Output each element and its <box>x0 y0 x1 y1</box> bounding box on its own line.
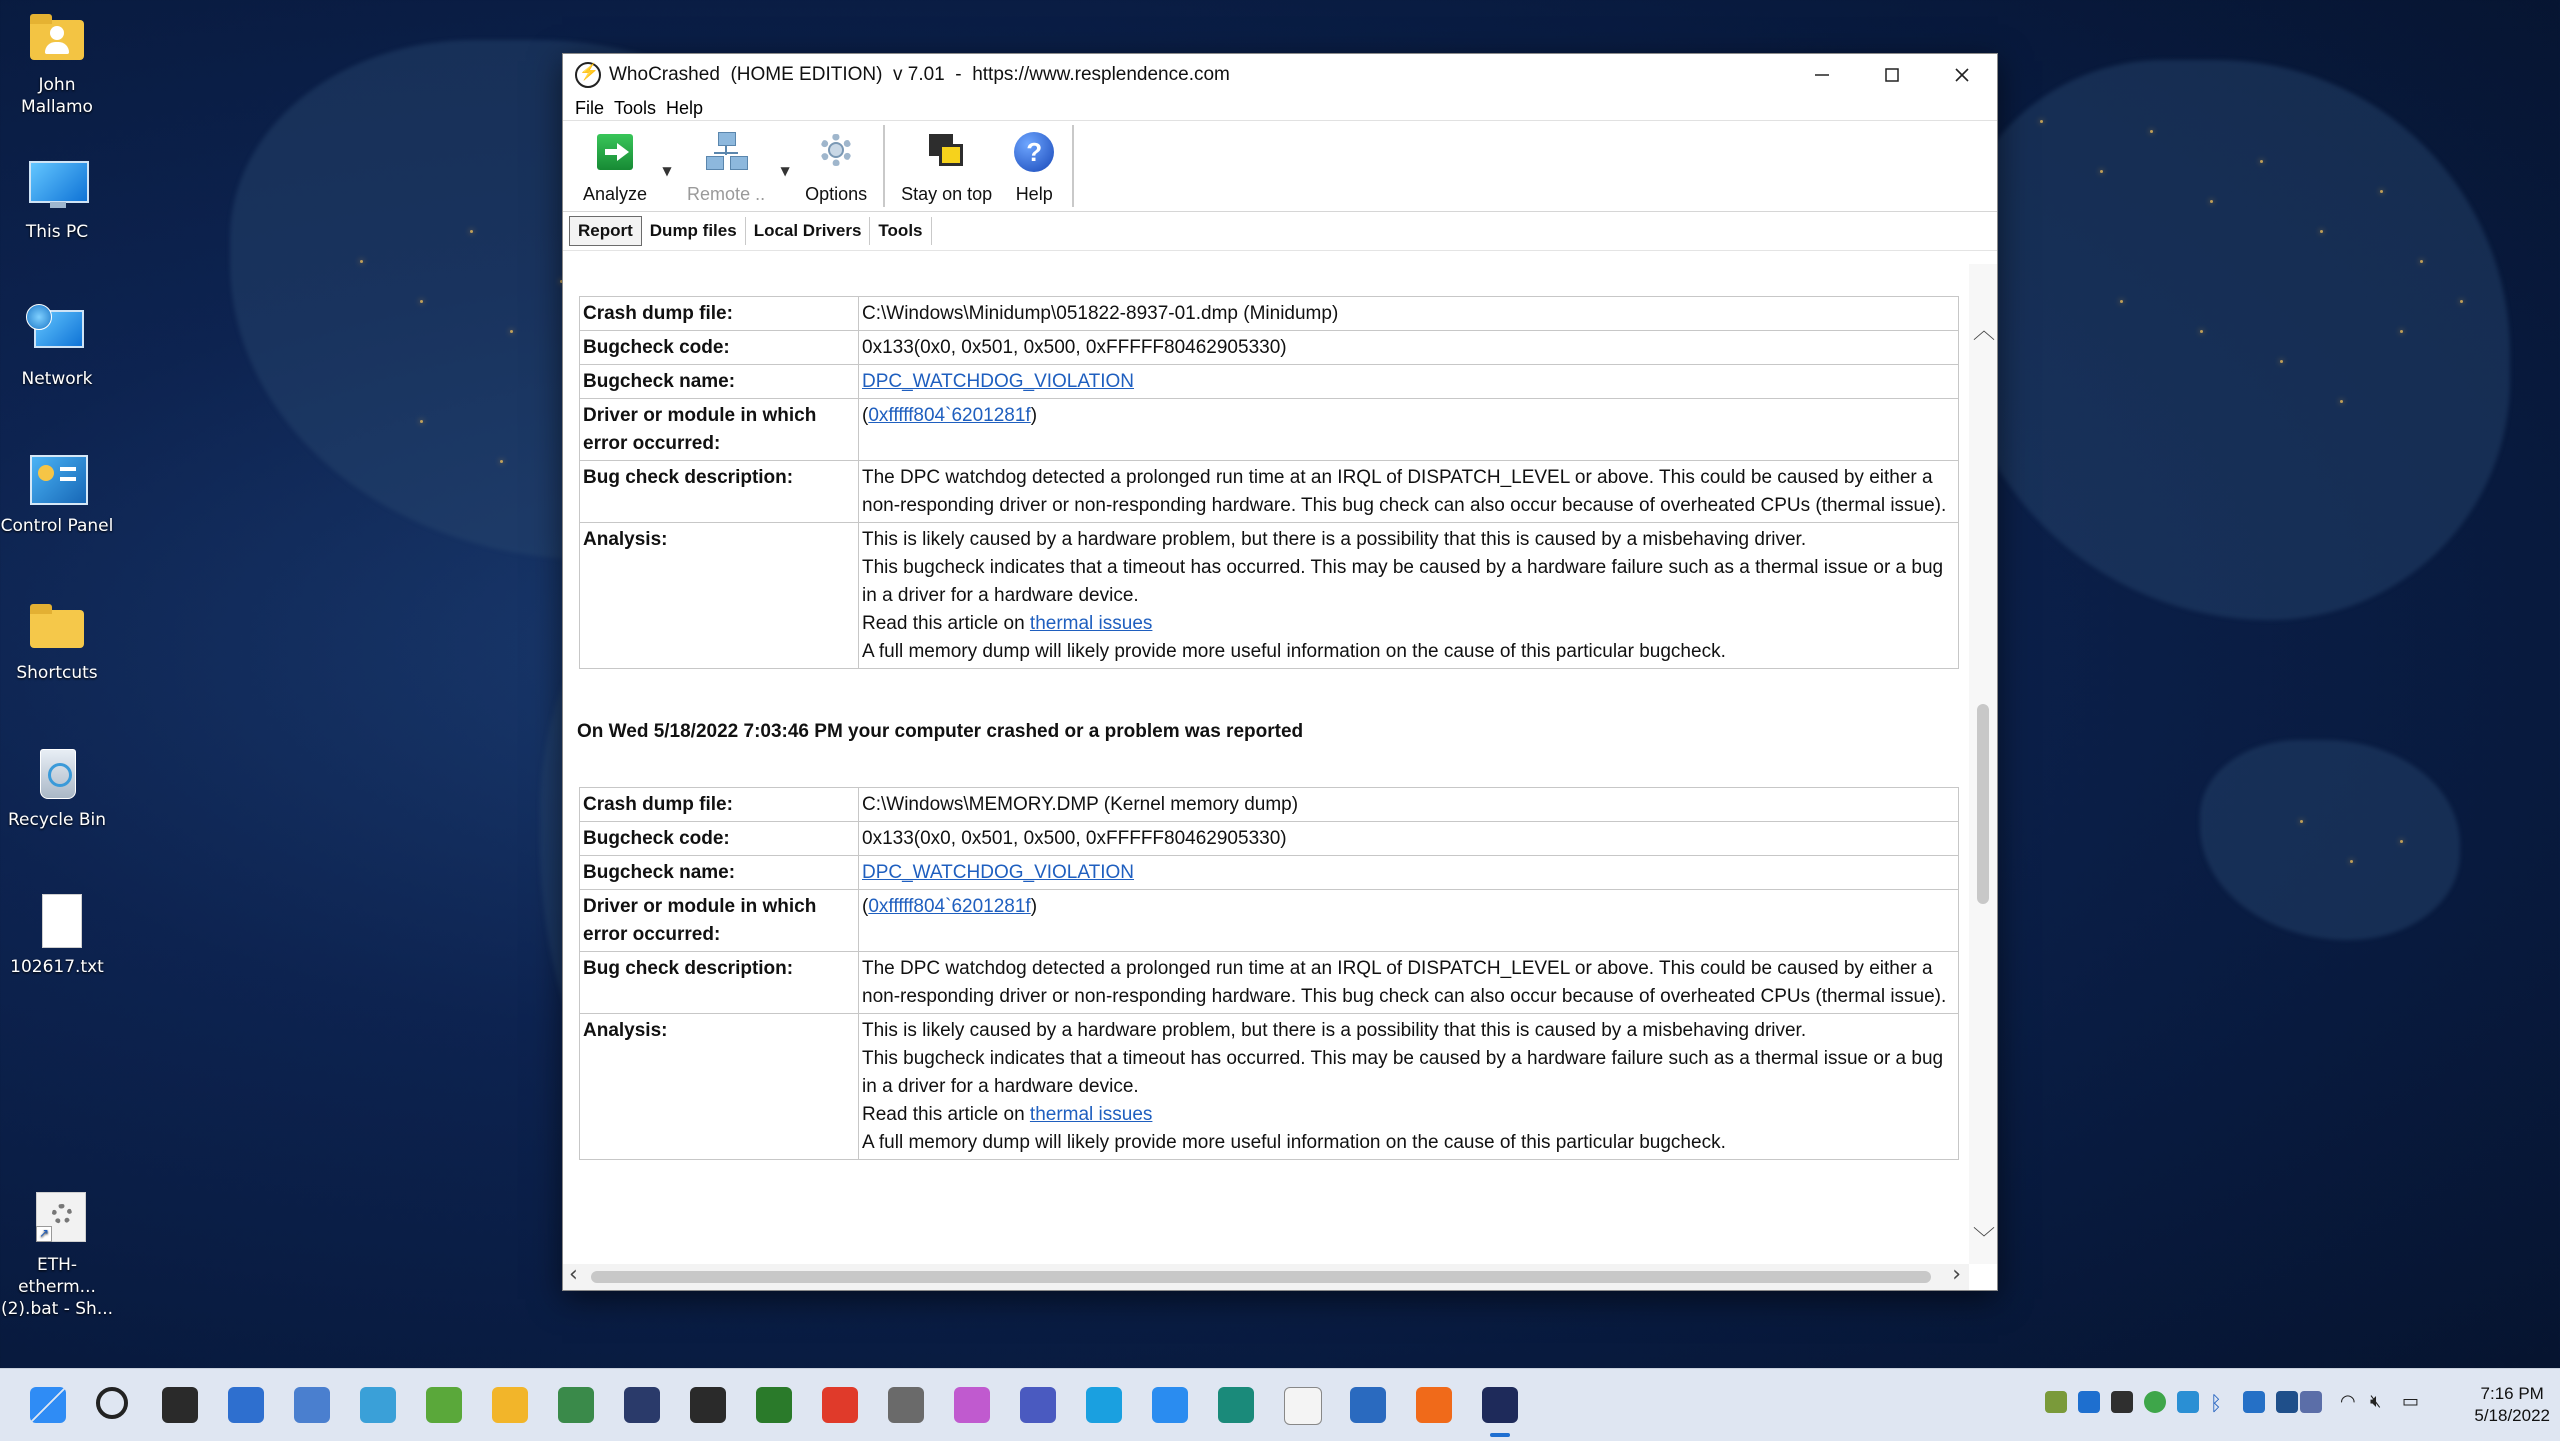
thermal-issues-link[interactable]: thermal issues <box>1029 613 1153 634</box>
driver-module-label: Driver or module in which error occurred: <box>580 890 859 952</box>
city-light <box>2400 840 2403 843</box>
taskbar-photos-icon[interactable] <box>558 1387 594 1423</box>
vertical-scrollbar[interactable] <box>1969 264 1997 1264</box>
city-light <box>2200 330 2203 333</box>
taskbar-settings-tool-icon[interactable] <box>426 1387 462 1423</box>
table-row <box>580 297 1959 331</box>
analysis-line: This bugcheck indicates that a timeout has occurred. This may be caused by a hardware failure such as a thermal issue or a bug in a driver for a hardware device. <box>862 1048 1944 1097</box>
toolbar <box>563 120 1997 212</box>
table-row <box>580 461 1959 523</box>
taskbar-search-icon[interactable] <box>96 1387 128 1419</box>
stay-on-top-icon <box>925 130 969 174</box>
control-panel-icon <box>26 451 88 507</box>
tab-dump-files[interactable]: Dump files <box>642 217 746 245</box>
bugcheck-code-value: 0x133(0x0, 0x501, 0x500, 0xFFFFF80462905330) <box>859 822 1959 856</box>
bugcheck-name-cell <box>859 365 1959 399</box>
table-row <box>580 856 1959 890</box>
taskbar-terminal-icon[interactable] <box>624 1387 660 1423</box>
driver-address-link[interactable]: 0xfffff804`6201281f <box>868 896 1031 917</box>
bugcheck-name-link[interactable]: DPC_WATCHDOG_VIOLATION <box>862 371 1135 392</box>
taskbar-whocrashed-icon[interactable] <box>1482 1387 1518 1423</box>
taskbar-itunes-icon[interactable] <box>954 1387 990 1423</box>
taskbar-file-explorer-icon[interactable] <box>492 1387 528 1423</box>
crash-dump-file-label: Crash dump file: <box>580 297 859 331</box>
taskbar-skype-icon[interactable] <box>1086 1387 1122 1423</box>
menu-help[interactable]: Help <box>666 97 704 118</box>
bluetooth-icon[interactable]: ᛒ <box>2210 1391 2222 1415</box>
desktop-icon-label: 102617.txt <box>10 957 104 977</box>
text-file-icon <box>26 892 88 948</box>
user-folder-icon <box>26 10 88 66</box>
tray-app-icon[interactable] <box>2045 1391 2067 1413</box>
desktop-icon-shortcuts[interactable] <box>0 598 114 684</box>
wallpaper-continent <box>2200 740 2460 940</box>
table-row <box>580 952 1959 1014</box>
city-light <box>2460 300 2463 303</box>
analysis-line: A full memory dump will likely provide more useful information on the cause of this particular bugcheck. <box>862 641 1726 662</box>
taskbar-teams-icon[interactable] <box>1020 1387 1056 1423</box>
help-button[interactable] <box>1002 121 1066 211</box>
stay-on-top-label: Stay on top <box>901 184 993 204</box>
city-light <box>2210 200 2213 203</box>
desktop-icon-label: John Mallamo <box>21 75 93 117</box>
bugcheck-code-label: Bugcheck code: <box>580 331 859 365</box>
crash-dump-file-value: C:\Windows\Minidump\051822-8937-01.dmp (Minidump) <box>859 297 1959 331</box>
analysis-read-prefix: Read this article on <box>862 613 1030 634</box>
remote-dropdown[interactable] <box>775 121 795 211</box>
city-light <box>2350 860 2353 863</box>
wallpaper-continent <box>1950 60 2510 620</box>
maximize-icon <box>1883 66 1901 84</box>
table-row <box>580 890 1959 952</box>
table-row <box>580 365 1959 399</box>
clock-time: 7:16 PM <box>2480 1384 2544 1403</box>
city-light <box>2260 160 2263 163</box>
bug-check-description-value: The DPC watchdog detected a prolonged run time at an IRQL of DISPATCH_LEVEL or above. This could be caused by either a non-responding driver or non-responding hardware. This bug check can also occur because of overheated CPUs (thermal issue). <box>859 952 1959 1014</box>
desktop-icon-label: Recycle Bin <box>7 810 106 830</box>
recycle-bin-icon <box>26 745 88 801</box>
menu-file[interactable]: File <box>575 97 605 118</box>
analysis-line <box>862 610 1955 638</box>
analysis-read-prefix: Read this article on <box>862 1104 1030 1125</box>
taskbar-notepad-icon[interactable] <box>228 1387 264 1423</box>
tray-app-icon[interactable] <box>2300 1391 2322 1413</box>
desktop-icon-network[interactable] <box>0 304 114 390</box>
analysis-cell <box>859 523 1959 669</box>
options-button[interactable] <box>795 121 877 211</box>
report-view[interactable] <box>563 274 1967 1254</box>
analyze-label: Analyze <box>583 184 648 204</box>
taskbar-xbox-icon[interactable] <box>756 1387 792 1423</box>
desktop-icon-control-panel[interactable] <box>0 451 114 537</box>
analysis-line: This bugcheck indicates that a timeout has occurred. This may be caused by a hardware failure such as a thermal issue or a bug in a driver for a hardware device. <box>862 557 1944 606</box>
bugcheck-name-label: Bugcheck name: <box>580 856 859 890</box>
city-light <box>2420 260 2423 263</box>
whocrashed-app-icon <box>575 62 601 88</box>
stay-on-top-button[interactable] <box>891 121 1002 211</box>
city-light <box>2320 230 2323 233</box>
desktop-icon-label: Shortcuts <box>16 663 98 683</box>
scroll-down-icon[interactable]: ﹀ <box>1973 1227 1996 1252</box>
city-light <box>2400 330 2403 333</box>
kaspersky-tray-icon[interactable] <box>2276 1391 2298 1413</box>
bugcheck-name-link[interactable]: DPC_WATCHDOG_VIOLATION <box>862 862 1135 883</box>
desktop-icon-label: Network <box>21 369 93 389</box>
help-icon: ? <box>1012 130 1056 174</box>
chevron-down-icon: ▼ <box>780 164 790 178</box>
desktop-icon-this-pc[interactable] <box>0 157 114 243</box>
city-light <box>420 300 423 303</box>
title-bar[interactable] <box>563 54 1997 96</box>
driver-module-cell: (0xfffff804`6201281f) <box>859 399 1959 461</box>
city-light <box>2120 300 2123 303</box>
analysis-label: Analysis: <box>580 523 859 669</box>
clock[interactable] <box>2474 1383 2550 1427</box>
remote-network-icon <box>704 130 748 174</box>
tab-local-drivers[interactable]: Local Drivers <box>746 217 871 245</box>
network-icon <box>26 304 88 360</box>
bugcheck-name-label: Bugcheck name: <box>580 365 859 399</box>
taskbar-zoom-icon[interactable] <box>1152 1387 1188 1423</box>
folder-icon <box>26 598 88 654</box>
crash-dump-file-value: C:\Windows\MEMORY.DMP (Kernel memory dump) <box>859 788 1959 822</box>
volume-muted-icon[interactable]: 🔇︎ <box>2370 1391 2382 1412</box>
table-row <box>580 1014 1959 1160</box>
menu-bar <box>563 96 1997 120</box>
bug-check-description-label: Bug check description: <box>580 952 859 1014</box>
tray-app-icon[interactable] <box>2078 1391 2100 1413</box>
city-light <box>420 420 423 423</box>
battery-icon[interactable]: ▭ <box>2402 1391 2420 1412</box>
driver-module-label: Driver or module in which error occurred: <box>580 399 859 461</box>
bug-check-description-value: The DPC watchdog detected a prolonged run time at an IRQL of DISPATCH_LEVEL or above. This could be caused by either a non-responding driver or non-responding hardware. This bug check can also occur because of overheated CPUs (thermal issue). <box>859 461 1959 523</box>
menu-tools[interactable]: Tools <box>614 97 657 118</box>
analysis-line <box>862 1101 1955 1129</box>
tab-tools[interactable]: Tools <box>870 217 931 245</box>
options-gear-icon <box>814 130 858 174</box>
analysis-label: Analysis: <box>580 1014 859 1160</box>
monitor-icon <box>26 157 88 213</box>
maximize-button[interactable] <box>1857 54 1927 96</box>
crash-report-table <box>579 296 1959 669</box>
tab-strip <box>563 212 1997 251</box>
close-button[interactable] <box>1927 54 1997 96</box>
crash-dump-file-label: Crash dump file: <box>580 788 859 822</box>
options-label: Options <box>805 184 868 204</box>
bugcheck-code-label: Bugcheck code: <box>580 822 859 856</box>
taskbar-sticky-notes-icon[interactable] <box>162 1387 198 1423</box>
horizontal-scroll-thumb[interactable] <box>591 1271 1931 1283</box>
security-tray-icon[interactable] <box>2177 1391 2199 1413</box>
taskbar-snip-icon[interactable] <box>294 1387 330 1423</box>
vertical-scroll-thumb[interactable] <box>1977 704 1989 904</box>
tab-report[interactable]: Report <box>569 216 642 246</box>
remote-label: Remote .. <box>687 184 766 204</box>
analysis-line: A full memory dump will likely provide more useful information on the cause of this particular bugcheck. <box>862 1132 1726 1153</box>
table-row <box>580 523 1959 669</box>
wifi-icon[interactable]: ◠ <box>2340 1391 2356 1412</box>
taskbar-start-icon[interactable] <box>30 1387 66 1423</box>
toolbar-separator <box>1072 125 1074 207</box>
city-light <box>2150 130 2153 133</box>
crash-report-table <box>579 787 1959 1160</box>
scroll-up-icon[interactable]: ︿ <box>1973 319 1996 344</box>
city-light <box>470 230 473 233</box>
desktop-icon-label: ETH-etherm... (2).bat - Sh... <box>0 1255 114 1319</box>
desktop-icon-label: Control Panel <box>0 516 114 536</box>
minimize-icon <box>1813 66 1831 84</box>
desktop-icon-text-file[interactable] <box>0 892 114 978</box>
city-light <box>2040 120 2043 123</box>
desktop-icon-recycle-bin[interactable] <box>0 745 114 831</box>
city-light <box>2340 400 2343 403</box>
help-label: Help <box>1015 184 1053 204</box>
desktop-icon-user-folder[interactable] <box>0 10 114 118</box>
tray-app-icon[interactable] <box>2243 1391 2265 1413</box>
close-icon <box>1953 66 1971 84</box>
bug-check-description-label: Bug check description: <box>580 461 859 523</box>
analysis-line: This is likely caused by a hardware problem, but there is a possibility that this is caused by a misbehaving driver. <box>862 1020 1807 1041</box>
taskbar-firefox-icon[interactable] <box>1416 1387 1452 1423</box>
desktop-icon-label: This PC <box>25 222 89 242</box>
batch-shortcut-icon: ↗ <box>26 1190 88 1246</box>
nvidia-tray-icon[interactable] <box>2111 1391 2133 1413</box>
minimize-button[interactable] <box>1787 54 1857 96</box>
taskbar <box>0 1368 2560 1441</box>
scroll-left-icon[interactable]: ‹ <box>569 1262 578 1287</box>
driver-address-link[interactable]: 0xfffff804`6201281f <box>868 405 1031 426</box>
city-light <box>360 260 363 263</box>
table-row <box>580 399 1959 461</box>
taskbar-kaspersky-icon[interactable] <box>1218 1387 1254 1423</box>
table-row <box>580 331 1959 365</box>
window-title: WhoCrashed (HOME EDITION) v 7.01 - https://www.resplendence.com <box>609 64 1230 85</box>
table-row <box>580 822 1959 856</box>
taskbar-thunderbird-icon[interactable] <box>1350 1387 1386 1423</box>
table-row <box>580 788 1959 822</box>
analyze-icon <box>593 130 637 174</box>
taskbar-network-tool-icon[interactable] <box>360 1387 396 1423</box>
city-light <box>510 330 513 333</box>
bugcheck-name-cell <box>859 856 1959 890</box>
xbox-tray-icon[interactable] <box>2144 1391 2166 1413</box>
taskbar-file-icon[interactable] <box>1284 1387 1322 1425</box>
city-light <box>2300 820 2303 823</box>
city-light <box>500 460 503 463</box>
analyze-button[interactable] <box>573 121 657 211</box>
analysis-line: This is likely caused by a hardware problem, but there is a possibility that this is caused by a misbehaving driver. <box>862 529 1807 550</box>
whocrashed-window <box>562 53 1998 1291</box>
clock-date: 5/18/2022 <box>2474 1406 2550 1425</box>
scroll-right-icon[interactable]: › <box>1952 1262 1961 1287</box>
taskbar-printer-icon[interactable] <box>888 1387 924 1423</box>
city-light <box>2100 170 2103 173</box>
analysis-cell <box>859 1014 1959 1160</box>
remote-button[interactable] <box>677 121 775 211</box>
city-light <box>2380 190 2383 193</box>
chevron-down-icon: ▼ <box>662 164 672 178</box>
analyze-dropdown[interactable] <box>657 121 677 211</box>
city-light <box>2280 360 2283 363</box>
bugcheck-code-value: 0x133(0x0, 0x501, 0x500, 0xFFFFF80462905330) <box>859 331 1959 365</box>
toolbar-separator <box>883 125 885 207</box>
thermal-issues-link[interactable]: thermal issues <box>1029 1104 1153 1125</box>
driver-module-cell: (0xfffff804`6201281f) <box>859 890 1959 952</box>
horizontal-scrollbar[interactable] <box>563 1264 1969 1290</box>
taskbar-maps-icon[interactable] <box>822 1387 858 1423</box>
crash-report-heading: On Wed 5/18/2022 7:03:46 PM your computer crashed or a problem was reported <box>577 721 1304 742</box>
desktop-icon-bat-shortcut[interactable] <box>0 1190 114 1320</box>
taskbar-calculator-icon[interactable] <box>690 1387 726 1423</box>
